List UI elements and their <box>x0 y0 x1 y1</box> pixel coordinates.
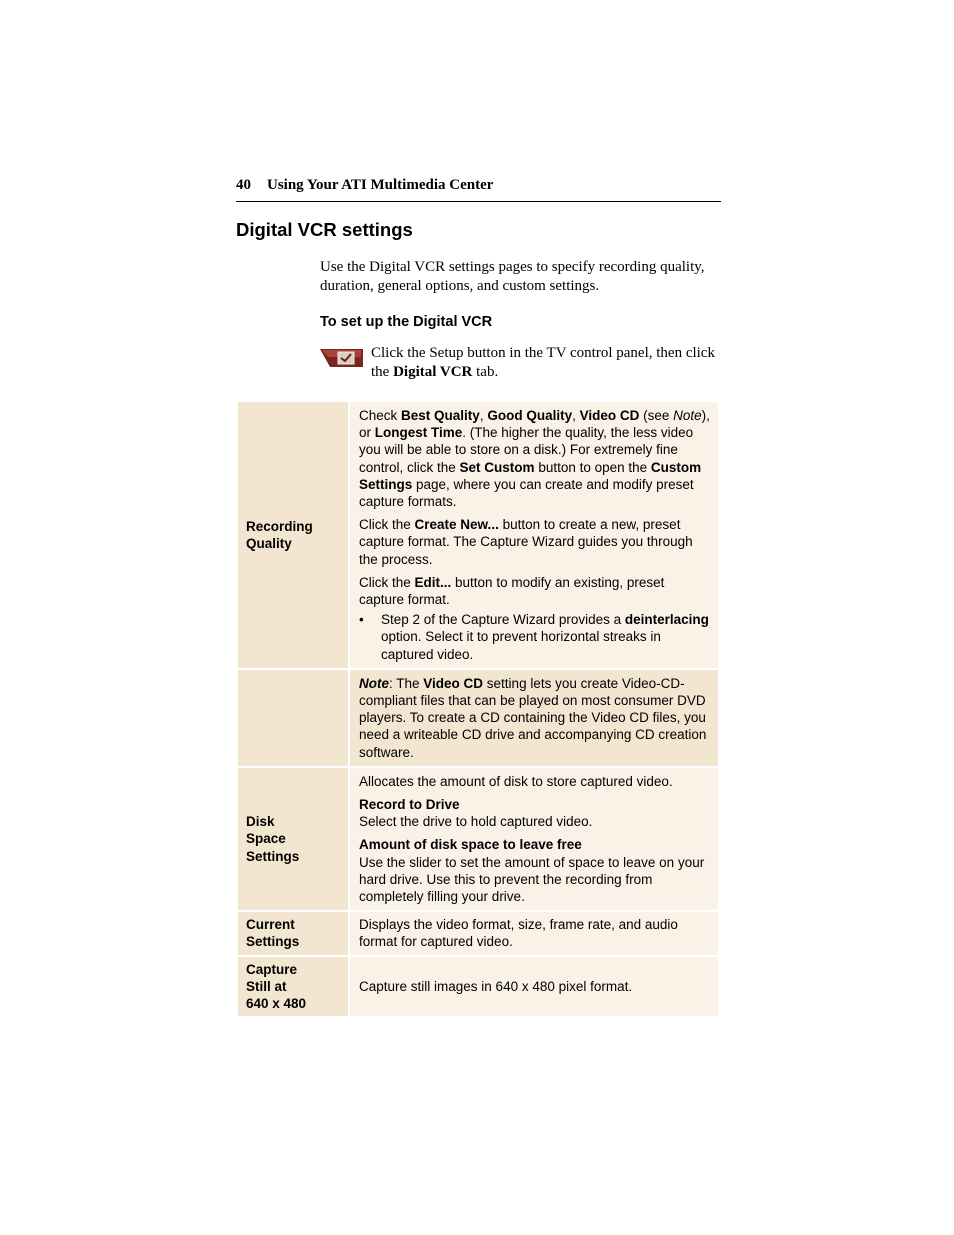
disk-space-free-heading: Amount of disk space to leave free <box>359 837 582 853</box>
record-to-drive-heading: Record to Drive <box>359 797 460 813</box>
recording-quality-p1: Check Best Quality, Good Quality, Video CD (see Note), or Longest Time. (The higher the quality, the less video you will be able to store on a disk.) For extremely fine control, click the Set Custom button to open the Custom Settings page, where you can create and modify preset capture formats. <box>359 408 710 510</box>
current-settings-label: Current Settings <box>238 912 348 954</box>
note-label-cell <box>238 670 348 766</box>
page-number: 40 <box>236 177 251 193</box>
setup-button-icon <box>320 347 363 368</box>
recording-quality-description <box>350 402 718 668</box>
disk-space-label: Disk Space Settings <box>238 768 348 910</box>
recording-quality-p2: Click the Create New... button to create a new, preset capture format. The Capture Wizard guides you through the process. <box>359 517 693 567</box>
settings-table <box>236 400 720 1018</box>
intro-paragraph: Use the Digital VCR settings pages to specify recording quality, duration, general options, and custom settings. <box>320 259 705 294</box>
table-row-capture-still <box>238 957 718 1017</box>
video-cd-note: Note: The Video CD setting lets you create Video-CD-compliant files that can be played on most consumer DVD players. To create a CD containing the Video CD files, you need a writeable CD drive and accompanying CD creation software. <box>350 670 718 766</box>
running-title: Using Your ATI Multimedia Center <box>267 177 494 193</box>
procedure-step: Click the Setup button in the TV control panel, then click the Digital VCR tab. <box>371 345 715 380</box>
running-header <box>236 177 721 202</box>
table-row-current-settings <box>238 912 718 954</box>
table-row-disk-space <box>238 768 718 910</box>
table-row-note <box>238 670 718 766</box>
list-item: • Step 2 of the Capture Wizard provides a deinterlacing option. Select it to prevent horizontal streaks in captured video. <box>359 612 709 662</box>
disk-space-description: Allocates the amount of disk to store captured video. Record to Drive Select the drive to hold captured video. Amount of disk space to leave free Use the slider to set the amount of space to leave on your hard drive. Use this to prevent the recording from completely filling your drive. <box>350 768 718 910</box>
section-title: Digital VCR settings <box>236 219 413 240</box>
procedure-title: To set up the Digital VCR <box>320 314 493 330</box>
table-row-recording-quality <box>238 402 718 668</box>
current-settings-description: Displays the video format, size, frame rate, and audio format for captured video. <box>350 912 718 954</box>
digital-vcr-tab-reference: Digital VCR <box>393 364 473 380</box>
capture-still-label: Capture Still at 640 x 480 <box>238 957 348 1017</box>
recording-quality-label: Recording Quality <box>238 402 348 668</box>
recording-quality-p3: Click the Edit... button to modify an existing, preset capture format. <box>359 574 665 608</box>
capture-still-description: Capture still images in 640 x 480 pixel format. <box>350 957 718 1017</box>
